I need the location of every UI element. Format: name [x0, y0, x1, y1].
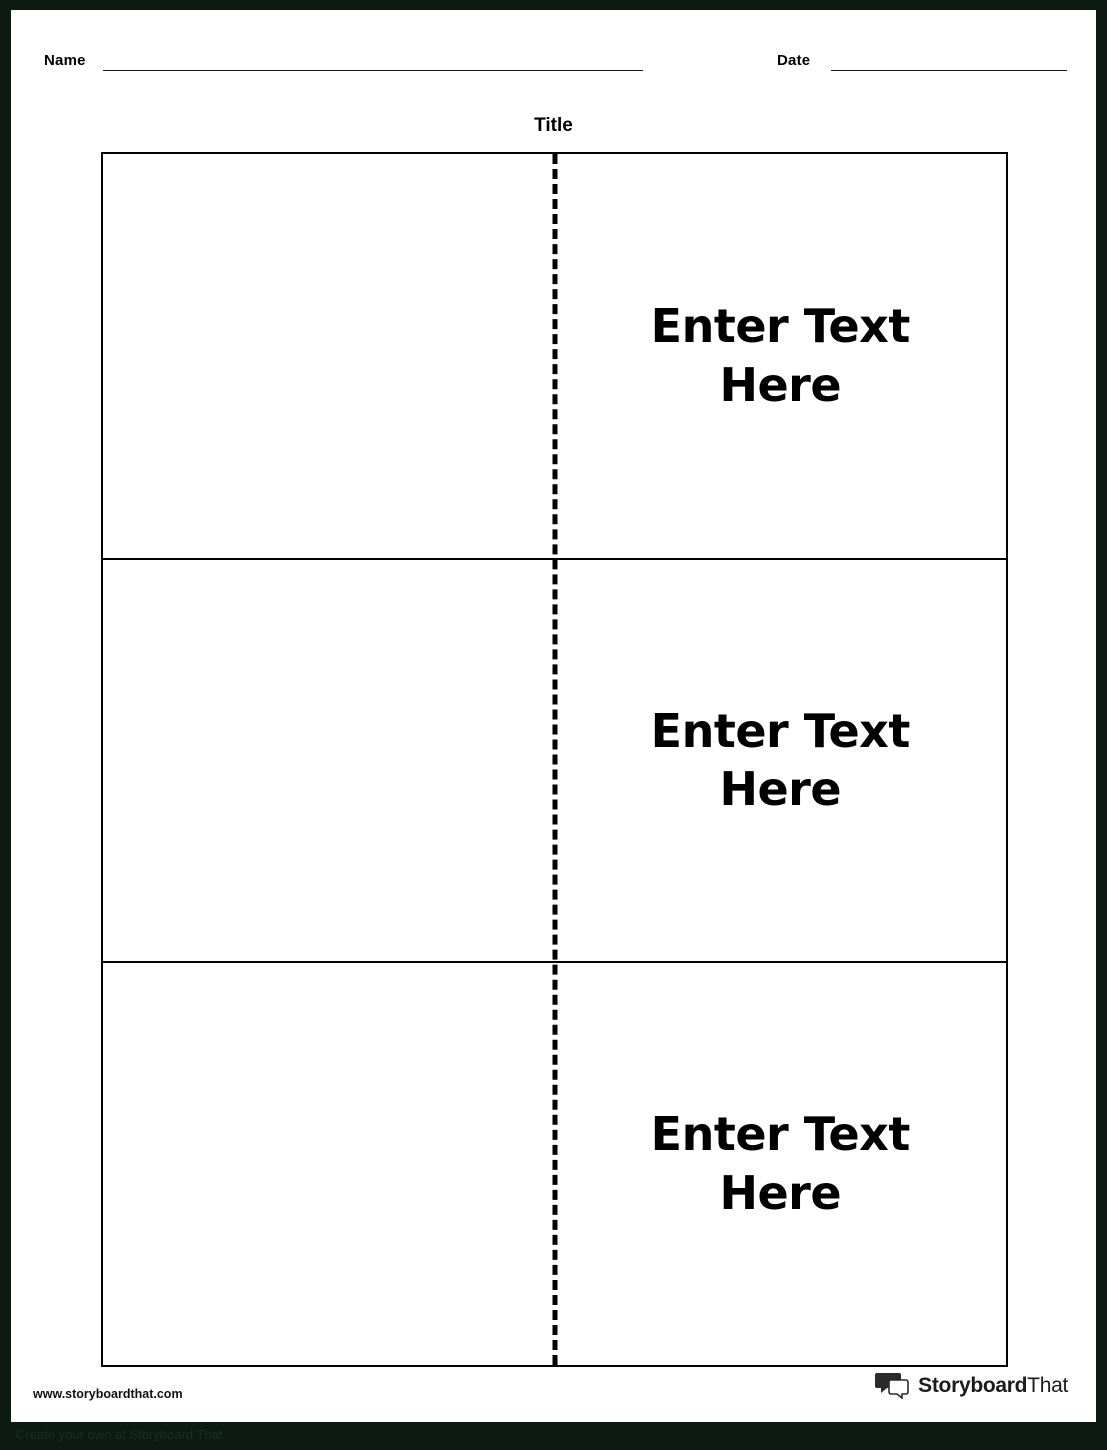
brand-name-thin: That — [1027, 1373, 1068, 1397]
bottom-strip — [0, 1424, 1107, 1450]
enter-text-placeholder-3[interactable]: Enter Text Here — [650, 1107, 910, 1221]
date-input-line[interactable] — [831, 70, 1067, 71]
worksheet-sheet — [11, 10, 1096, 1422]
date-label: Date — [777, 52, 811, 69]
worksheet-header — [11, 10, 1096, 100]
cell-left-1[interactable] — [103, 154, 555, 558]
brand-logo — [875, 1372, 1068, 1399]
bottom-strip-text: Create your own at Storyboard That — [16, 1427, 223, 1442]
cell-right-2[interactable] — [555, 560, 1007, 962]
grid-row — [103, 154, 1006, 558]
cell-left-2[interactable] — [103, 560, 555, 962]
name-input-line[interactable] — [103, 70, 643, 71]
speech-bubble-icon — [875, 1372, 909, 1399]
cell-right-1[interactable] — [555, 154, 1007, 558]
footer-website-url: www.storyboardthat.com — [33, 1387, 183, 1401]
enter-text-placeholder-1[interactable]: Enter Text Here — [650, 298, 910, 412]
name-label: Name — [44, 52, 86, 69]
grid-row — [103, 961, 1006, 1365]
brand-name — [918, 1374, 1068, 1398]
foldable-grid — [101, 152, 1008, 1367]
page-title[interactable]: Title — [534, 115, 573, 136]
cell-left-3[interactable] — [103, 963, 555, 1365]
brand-name-bold: Storyboard — [918, 1373, 1028, 1397]
enter-text-placeholder-2[interactable]: Enter Text Here — [650, 703, 910, 817]
grid-row — [103, 558, 1006, 962]
cell-right-3[interactable] — [555, 963, 1007, 1365]
